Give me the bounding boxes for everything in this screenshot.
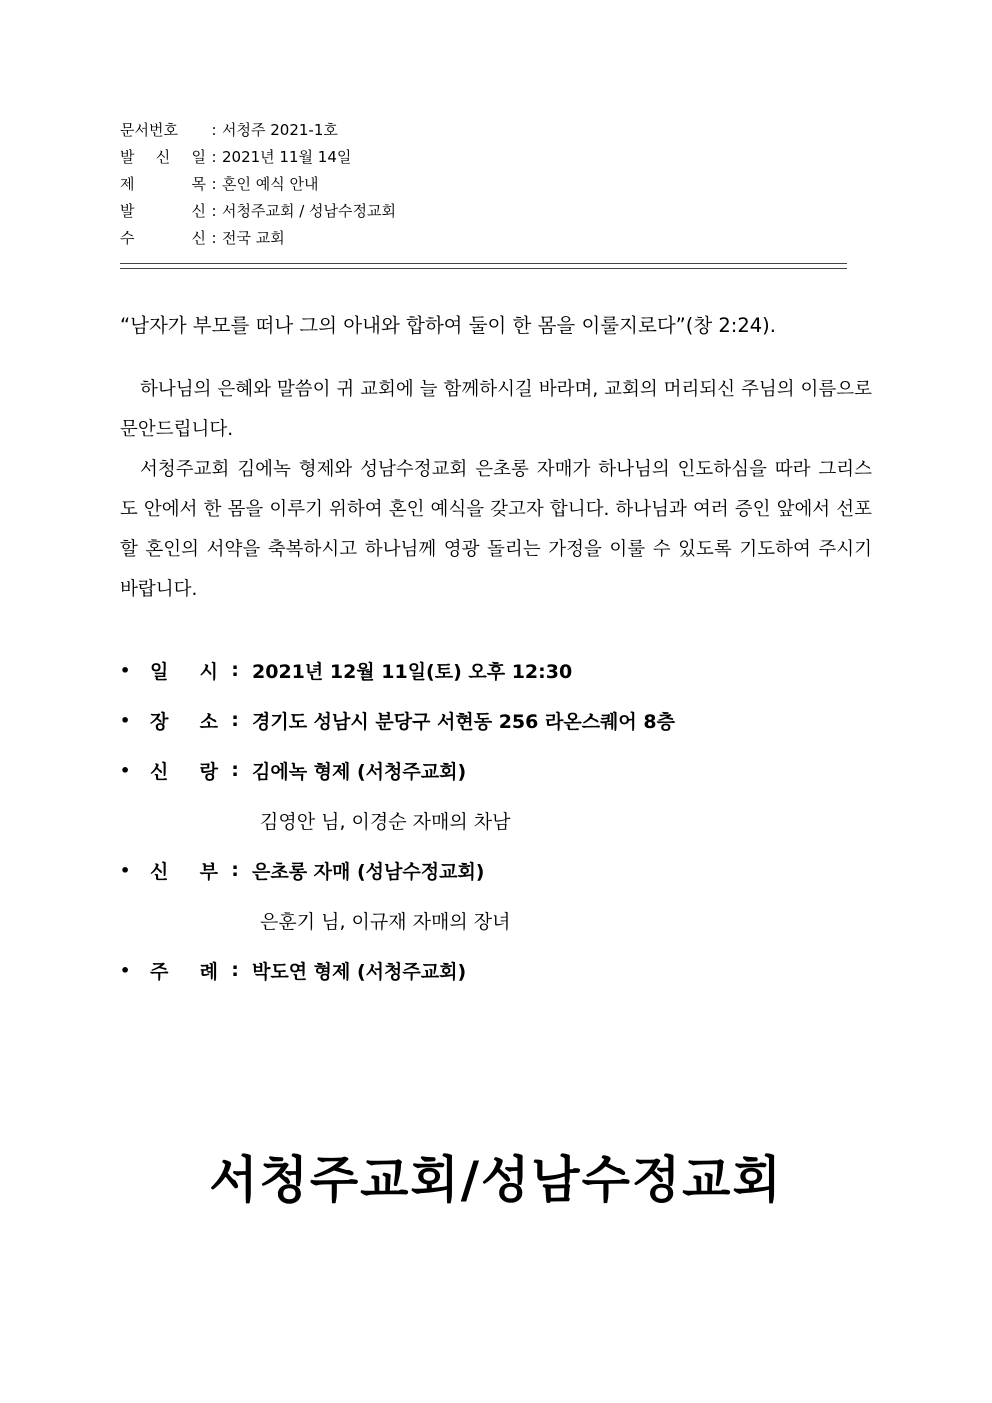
header-colon: :: [211, 120, 217, 139]
bullet: •: [120, 710, 131, 730]
detail-label-groom: 신 랑: [150, 760, 218, 783]
detail-row-place: [120, 700, 675, 740]
detail-colon: :: [231, 709, 239, 731]
document-header: [120, 116, 396, 251]
bride-parents: 은훈기 님, 이규재 자매의 장녀: [260, 910, 511, 933]
detail-value-officiant: 박도연 형제 (서청주교회): [252, 960, 467, 983]
header-divider: [120, 263, 847, 269]
detail-row-officiant: [120, 950, 466, 990]
body-paragraph: 서청주교회 김에녹 형제와 성남수정교회 은초롱 자매가 하나님의 인도하심을 따라 그리스도 안에서 한 몸을 이루기 위하여 혼인 예식을 갖고자 합니다. 하나님과 여러 증인 앞에서 선포할 혼인의 서약을 축복하시고 하나님께 영광 돌리는 가정을 이룰 수 있도록 기도하여 주시기 바랍니다.: [120, 459, 872, 600]
header-colon: :: [211, 201, 217, 220]
bullet: •: [120, 860, 131, 880]
detail-row-datetime: [120, 650, 572, 690]
detail-row-bride: [120, 850, 485, 890]
header-row-subject: [120, 170, 396, 197]
header-label-recipient: 수 신: [120, 229, 206, 247]
header-value-send-date: 2021년 11월 14일: [222, 148, 352, 166]
detail-label-place: 장 소: [150, 710, 218, 733]
detail-label-officiant: 주 례: [150, 960, 218, 983]
detail-value-groom: 김에녹 형제 (서청주교회): [252, 760, 467, 783]
header-label-doc-number: 문서번호: [120, 121, 178, 139]
detail-label-bride: 신 부: [150, 860, 218, 883]
header-row-send-date: [120, 143, 396, 170]
detail-colon: :: [231, 659, 239, 681]
header-colon: :: [211, 147, 217, 166]
detail-colon: :: [231, 759, 239, 781]
header-colon: :: [211, 228, 217, 247]
bullet: •: [120, 960, 131, 980]
header-value-sender: 서청주교회 / 성남수정교회: [222, 202, 396, 220]
detail-colon: :: [231, 859, 239, 881]
header-label-send-date: 발 신 일: [120, 148, 206, 166]
detail-row-groom: [120, 750, 466, 790]
detail-label-datetime: 일 시: [150, 660, 218, 683]
detail-colon: :: [231, 959, 239, 981]
header-value-subject: 혼인 예식 안내: [222, 175, 319, 193]
header-colon: :: [211, 174, 217, 193]
header-row-sender: [120, 197, 396, 224]
sender-signature: 서청주교회/성남수정교회: [209, 1151, 783, 1209]
detail-value-place: 경기도 성남시 분당구 서현동 256 라온스퀘어 8층: [252, 710, 675, 733]
bullet: •: [120, 760, 131, 780]
header-row-doc-number: [120, 116, 396, 143]
scripture-quote: “남자가 부모를 떠나 그의 아내와 합하여 둘이 한 몸을 이룰지로다”(창 2:24).: [120, 314, 776, 337]
header-row-recipient: [120, 224, 396, 251]
header-value-recipient: 전국 교회: [222, 229, 285, 247]
body-paragraph: 하나님의 은혜와 말씀이 귀 교회에 늘 함께하시길 바라며, 교회의 머리되신 주님의 이름으로 문안드립니다.: [120, 379, 872, 440]
detail-value-datetime: 2021년 12월 11일(토) 오후 12:30: [252, 660, 573, 683]
groom-parents: 김영안 님, 이경순 자매의 차남: [260, 810, 511, 833]
letter-body: [120, 370, 872, 610]
detail-value-bride: 은초롱 자매 (성남수정교회): [252, 860, 485, 883]
header-value-doc-number: 서청주 2021-1호: [222, 121, 338, 139]
header-label-sender: 발 신: [120, 202, 206, 220]
header-label-subject: 제 목: [120, 175, 206, 193]
bullet: •: [120, 660, 131, 680]
